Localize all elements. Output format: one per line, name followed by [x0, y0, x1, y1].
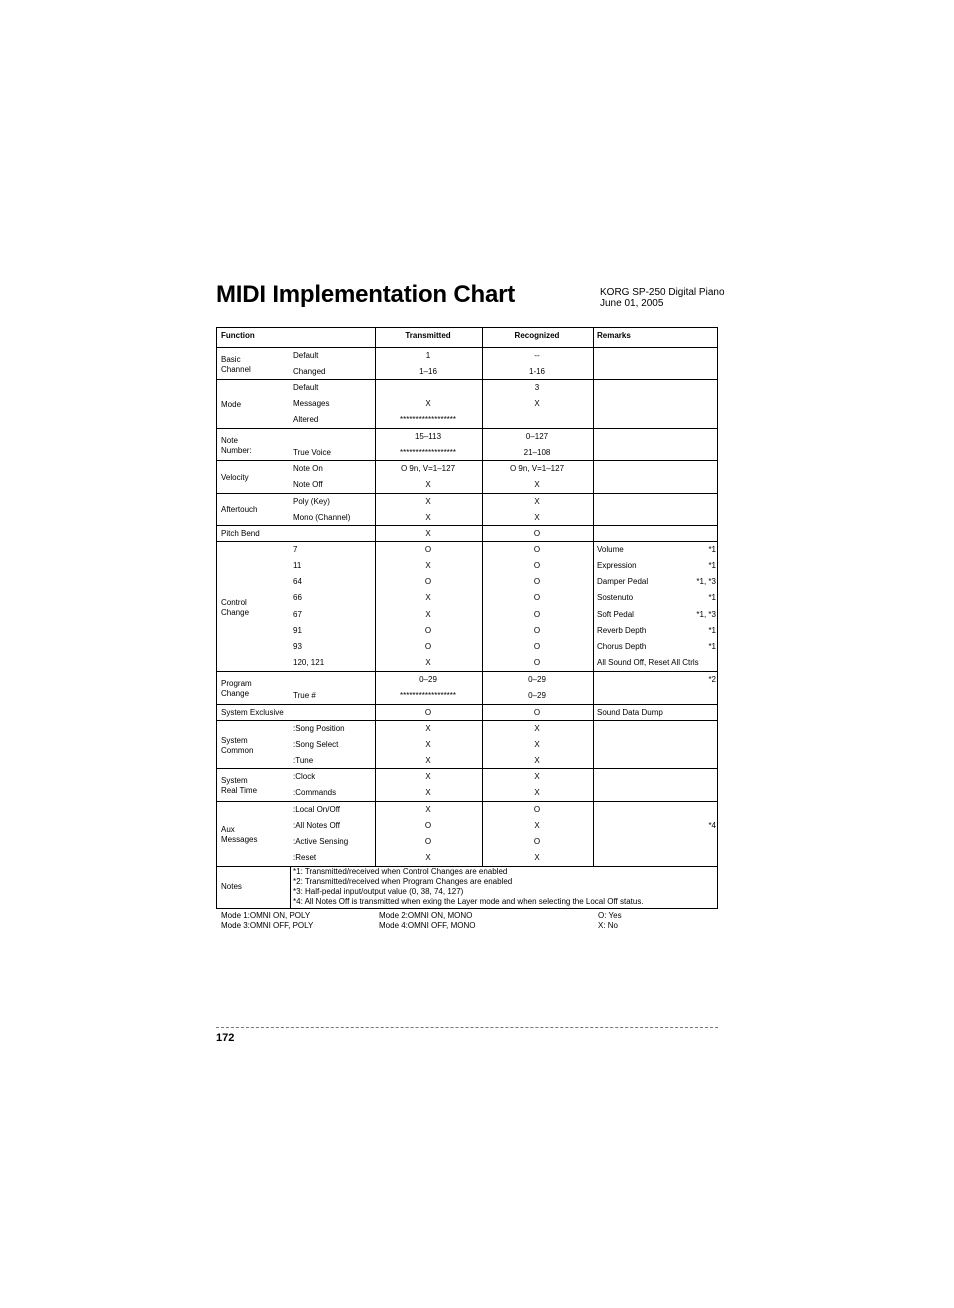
group-label-common: System — [221, 735, 248, 745]
group-label-control: Control — [221, 597, 247, 607]
cell-transmitted: ****************** — [399, 691, 457, 701]
cell-recognized: X — [534, 788, 540, 798]
group-label-aux: Messages — [221, 835, 258, 844]
cell-transmitted: 0–29 — [419, 674, 437, 684]
cell-recognized: X — [534, 820, 540, 830]
cell-transmitted: O — [424, 642, 432, 652]
cell-transmitted: X — [425, 496, 431, 506]
page-title: MIDI Implementation Chart — [216, 281, 516, 308]
row-function-control: 66 — [293, 593, 302, 603]
cell-recognized: O — [533, 707, 541, 717]
cell-recognized: 0–29 — [528, 691, 546, 701]
cell-remark-note: *4 — [708, 820, 716, 830]
group-label-velocity: Velocity — [221, 472, 249, 482]
cell-remark-note: *2 — [708, 674, 716, 684]
cell-recognized: O — [533, 804, 541, 814]
cell-remarks: Chorus Depth — [597, 642, 647, 652]
row-function-common: :Tune — [293, 755, 314, 765]
row-function-velocity: Note On — [293, 463, 323, 473]
row-function-common: :Song Position — [293, 723, 345, 733]
group-label-control: Change — [221, 607, 250, 617]
cell-transmitted: X — [425, 804, 431, 814]
cell-transmitted: O — [424, 707, 432, 717]
cell-transmitted: X — [425, 755, 431, 765]
document-date: June 01, 2005 — [600, 298, 664, 309]
cell-recognized: X — [534, 399, 540, 408]
row-function-control: 7 — [293, 544, 298, 554]
row-function-basic: Changed — [293, 366, 326, 376]
header-function: Function — [221, 331, 255, 340]
cell-transmitted: X — [425, 788, 431, 798]
row-function-mode: Altered — [293, 415, 319, 425]
cell-remark-note: *1 — [708, 593, 716, 603]
table-border — [217, 328, 718, 909]
cell-remarks: Sound Data Dump — [597, 707, 663, 717]
legend-no: X: No — [598, 921, 619, 930]
row-function-velocity: Note Off — [293, 480, 323, 490]
row-function-program: True # — [293, 691, 316, 701]
row-function-control: 120, 121 — [293, 658, 325, 668]
cell-transmitted: X — [425, 609, 431, 619]
table-grid — [216, 327, 718, 909]
cell-recognized: O — [533, 560, 541, 570]
cell-recognized: 3 — [534, 382, 540, 392]
group-label-common: Common — [221, 745, 254, 755]
group-label-pitch: Pitch Bend — [221, 529, 260, 538]
cell-remark-note: *1 — [708, 544, 716, 554]
cell-transmitted: O — [424, 820, 432, 830]
legend-mode-2: Mode 2:OMNI ON, MONO — [379, 911, 473, 920]
row-function-aux: :Active Sensing — [293, 837, 349, 847]
cell-recognized: X — [534, 853, 540, 863]
cell-transmitted: X — [425, 560, 431, 570]
header-recognized: Recognized — [514, 331, 560, 340]
group-label-aux: Aux — [221, 825, 235, 834]
note-line: *1: Transmitted/received when Control Changes are enabled — [293, 867, 508, 876]
note-line: *4: All Notes Off is transmitted when exing the Layer mode and when selecting the Local Off status. — [293, 897, 644, 906]
legend-mode-4: Mode 4:OMNI OFF, MONO — [379, 921, 476, 930]
row-function-aftertouch: Poly (Key) — [293, 496, 330, 506]
cell-recognized: O — [533, 528, 541, 538]
row-function-control: 91 — [293, 625, 302, 635]
row-function-basic: Default — [293, 350, 319, 360]
cell-transmitted: O — [424, 544, 432, 554]
row-function-aux: :All Notes Off — [293, 820, 340, 830]
cell-transmitted: X — [425, 512, 431, 522]
document-info — [600, 287, 725, 309]
note-line: *3: Half-pedal input/output value (0, 38, 74, 127) — [293, 887, 464, 896]
cell-recognized: O — [533, 577, 541, 587]
row-function-control: 11 — [293, 560, 302, 570]
row-function-mode: Messages — [293, 399, 330, 408]
cell-recognized: X — [534, 723, 540, 733]
row-function-aux: :Local On/Off — [293, 804, 340, 814]
cell-remark-note: *1, *3 — [696, 577, 716, 587]
cell-remarks: Reverb Depth — [597, 625, 647, 635]
row-function-control: 64 — [293, 577, 302, 587]
cell-remark-note: *1 — [708, 642, 716, 652]
group-label-aftertouch: Aftertouch — [221, 505, 258, 514]
cell-recognized: O — [533, 609, 541, 619]
cell-transmitted: O — [424, 625, 432, 635]
group-label-basic: Channel — [221, 364, 251, 374]
cell-recognized: O — [533, 837, 541, 847]
cell-recognized: O 9n, V=1–127 — [509, 463, 565, 473]
cell-transmitted: X — [425, 480, 431, 490]
row-function-realtime: :Clock — [293, 771, 316, 781]
cell-recognized: X — [534, 512, 540, 522]
cell-remarks: All Sound Off, Reset All Ctrls — [597, 658, 699, 668]
cell-transmitted: X — [425, 771, 431, 781]
cell-remarks: Soft Pedal — [597, 609, 634, 619]
row-function-realtime: :Commands — [293, 788, 337, 798]
header-remarks: Remarks — [597, 331, 631, 340]
notes-label: Notes — [221, 882, 242, 891]
group-label-realtime: System — [221, 776, 248, 785]
cell-transmitted: O 9n, V=1–127 — [400, 463, 456, 473]
cell-recognized: X — [534, 480, 540, 490]
cell-transmitted: O — [424, 837, 432, 847]
cell-transmitted: X — [425, 399, 431, 408]
note-line: *2: Transmitted/received when Program Changes are enabled — [293, 877, 513, 886]
cell-recognized: 0–127 — [525, 431, 549, 441]
cell-remark-note: *1, *3 — [696, 609, 716, 619]
cell-transmitted: X — [425, 853, 431, 863]
legend-yes: O: Yes — [598, 911, 622, 920]
row-function-aftertouch: Mono (Channel) — [293, 512, 351, 522]
cell-transmitted: 15–113 — [414, 431, 442, 441]
group-label-program: Program — [221, 679, 252, 688]
cell-transmitted: O — [424, 577, 432, 587]
cell-recognized: X — [534, 755, 540, 765]
cell-transmitted: ****************** — [399, 447, 457, 457]
cell-remarks: Volume — [597, 544, 624, 554]
cell-transmitted: X — [425, 723, 431, 733]
cell-recognized: X — [534, 496, 540, 506]
footer-divider — [216, 1027, 718, 1028]
cell-transmitted: ****************** — [399, 415, 457, 425]
cell-recognized: 0–29 — [528, 674, 546, 684]
legend-mode-1: Mode 1:OMNI ON, POLY — [221, 911, 311, 920]
cell-transmitted: X — [425, 528, 431, 538]
cell-recognized: 1-16 — [528, 366, 546, 376]
group-label-sysex: System Exclusive — [221, 708, 284, 717]
legend-mode-3: Mode 3:OMNI OFF, POLY — [221, 921, 314, 930]
cell-recognized: X — [534, 739, 540, 749]
group-label-program: Change — [221, 689, 250, 698]
row-function-mode: Default — [293, 382, 319, 392]
group-label-realtime: Real Time — [221, 786, 258, 795]
cell-transmitted: 1 — [425, 350, 431, 360]
cell-recognized: O — [533, 642, 541, 652]
cell-recognized: O — [533, 625, 541, 635]
cell-transmitted: X — [425, 593, 431, 603]
midi-implementation-table — [216, 327, 718, 909]
group-label-note: Number: — [221, 445, 252, 455]
group-label-note: Note — [221, 435, 238, 445]
cell-recognized: O — [533, 593, 541, 603]
cell-recognized: O — [533, 658, 541, 668]
page-number: 172 — [216, 1032, 235, 1044]
cell-transmitted: 1–16 — [419, 366, 437, 376]
cell-recognized: 21–108 — [523, 447, 551, 457]
cell-remark-note: *1 — [708, 625, 716, 635]
cell-remarks: Damper Pedal — [597, 577, 649, 587]
cell-remark-note: *1 — [708, 560, 716, 570]
cell-recognized: X — [534, 771, 540, 781]
cell-remarks: Sostenuto — [597, 593, 634, 603]
group-label-basic: Basic — [221, 354, 241, 364]
row-function-common: :Song Select — [293, 739, 339, 749]
product-name: KORG SP-250 Digital Piano — [600, 287, 725, 298]
row-function-aux: :Reset — [293, 853, 317, 863]
header-transmitted: Transmitted — [405, 331, 451, 340]
cell-recognized: -- — [534, 350, 540, 360]
cell-transmitted: X — [425, 658, 431, 668]
cell-remarks: Expression — [597, 560, 637, 570]
row-function-note: True Voice — [293, 447, 331, 457]
group-label-mode: Mode — [221, 399, 242, 409]
row-function-control: 93 — [293, 642, 302, 652]
row-function-control: 67 — [293, 609, 302, 619]
cell-recognized: O — [533, 544, 541, 554]
cell-transmitted: X — [425, 739, 431, 749]
